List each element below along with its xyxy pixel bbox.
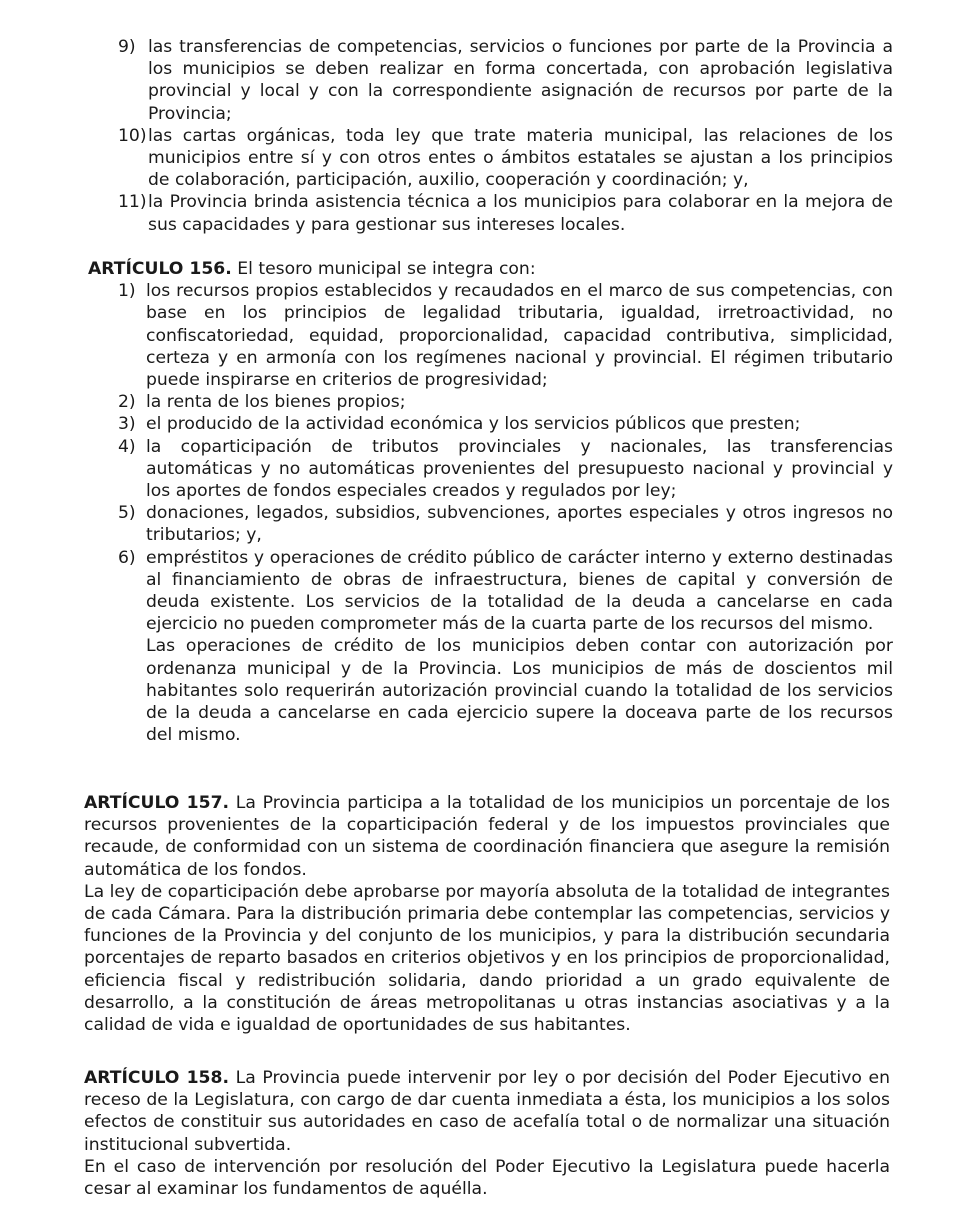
article-156 [88, 258, 893, 746]
article-paragraph: La ley de coparticipación debe aprobarse por mayoría absoluta de la totalidad de integrantes de cada Cámara. Para la distribución primaria debe contemplar las competencias, servicios y funciones de la Provincia y del conjunto de los municipios, y para la distribución secundaria porcentajes de reparto basados en criterios objetivos y en los principios de proporcionalidad, eficiencia fiscal y redistribución solidaria, dando prioridad a un grado equivalente de desarrollo, a la constitución de áreas metropolitanas u otras instancias asociativas y a la calidad de vida e igualdad de oportunidades de sus habitantes. [84, 881, 890, 1036]
list-item-continuation: Las operaciones de crédito de los municipios deben contar con autorización por ordenanza municipal y de la Provincia. Los municipios de más de doscientos mil habitantes solo requerirán autorización provincial cuando la totalidad de los servicios de la deuda a cancelarse en cada ejercicio supere la doceava parte de los recursos del mismo. [146, 636, 893, 746]
list-item [118, 502, 893, 546]
list-item-number: 5) [118, 503, 136, 524]
list-item-text: la renta de los bienes propios; [146, 392, 406, 413]
list-item-text: el producido de la actividad económica y los servicios públicos que presten; [146, 414, 801, 435]
article-heading [88, 258, 893, 280]
list-item-text: los recursos propios establecidos y recaudados en el marco de sus competencias, con base en los principios de legalidad tributaria, igualdad, irretroactividad, no confiscatoriedad, equidad, proporcionalidad, capacidad contributiva, simplicidad, certeza y en armonía con los regímenes nacional y provincial. El régimen tributario puede inspirarse en criterios de progresividad; [146, 281, 893, 391]
list-item-text: las transferencias de competencias, servicios o funciones por parte de la Provincia a los municipios se deben realizar en forma concertada, con aprobación legislativa provincial y local y con la correspondiente asignación de recursos por parte de la Provincia; [148, 37, 893, 124]
top-list [118, 36, 893, 236]
list-item-number: 6) [118, 547, 136, 568]
list-item-number: 10) [118, 125, 147, 146]
list-item [118, 436, 893, 503]
list-item-text: la Provincia brinda asistencia técnica a los municipios para colaborar en la mejora de sus capacidades y para gestionar sus intereses locales. [148, 192, 893, 235]
list-item-text: donaciones, legados, subsidios, subvenciones, aportes especiales y otros ingresos no tributarios; y, [146, 503, 893, 546]
list-item [118, 36, 893, 125]
list-item-number: 4) [118, 436, 136, 457]
list-item-number: 9) [118, 37, 136, 57]
list-item-text: las cartas orgánicas, toda ley que trate materia municipal, las relaciones de los municipios entre sí y con otros entes o ámbitos estatales se ajustan a los principios de colaboración, participación, auxilio, cooperación y coordinación; y, [148, 125, 893, 191]
list-item-number: 1) [118, 281, 136, 302]
list-item-text: empréstitos y operaciones de crédito público de carácter interno y externo destinadas al financiamiento de obras de infraestructura, bienes de capital y conversión de deuda existente. Los servicios de la totalidad de la deuda a cancelarse en cada ejercicio no pueden comprometer más de la cuarta parte de los recursos del mismo. [146, 547, 893, 635]
list-item-number: 11) [118, 192, 147, 213]
list-item [118, 547, 893, 636]
list-item [118, 391, 893, 413]
list-item-number: 3) [118, 414, 136, 435]
article-paragraph: En el caso de intervención por resolución del Poder Ejecutivo la Legislatura puede hacerla cesar al examinar los fundamentos de aquélla. [84, 1156, 890, 1200]
list-item-number: 2) [118, 392, 136, 413]
list-item [118, 191, 893, 235]
list-item [118, 413, 893, 435]
article-158 [84, 1067, 890, 1200]
article-label: ARTÍCULO 158. [84, 1068, 229, 1088]
article-intro: El tesoro municipal se integra con: [237, 259, 536, 279]
list-item-text: la coparticipación de tributos provinciales y nacionales, las transferencias automáticas y no automáticas provenientes del presupuesto nacional y provincial y los aportes de fondos especiales creados y regulados por ley; [146, 436, 893, 502]
article-label: ARTÍCULO 157. [84, 793, 230, 813]
article-157 [84, 792, 890, 1036]
list-item [118, 280, 893, 391]
article-text: La Provincia puede intervenir por ley o por decisión del Poder Ejecutivo en receso de la Legislatura, con cargo de dar cuenta inmediata a ésta, los municipios a los solos efectos de constituir sus autoridades en caso de acefalía total o de normalizar una situación institucional subvertida. [84, 1068, 890, 1155]
article-text: La Provincia participa a la totalidad de los municipios un porcentaje de los recursos provenientes de la coparticipación federal y de los impuestos provinciales que recaude, de conformidad con un sistema de coordinación financiera que asegure la remisión automática de los fondos. [84, 793, 891, 880]
article-paragraph [84, 1067, 890, 1156]
article-label: ARTÍCULO 156. [88, 259, 232, 279]
article-list [118, 280, 893, 746]
list-item [118, 125, 893, 192]
article-paragraph [84, 792, 890, 881]
